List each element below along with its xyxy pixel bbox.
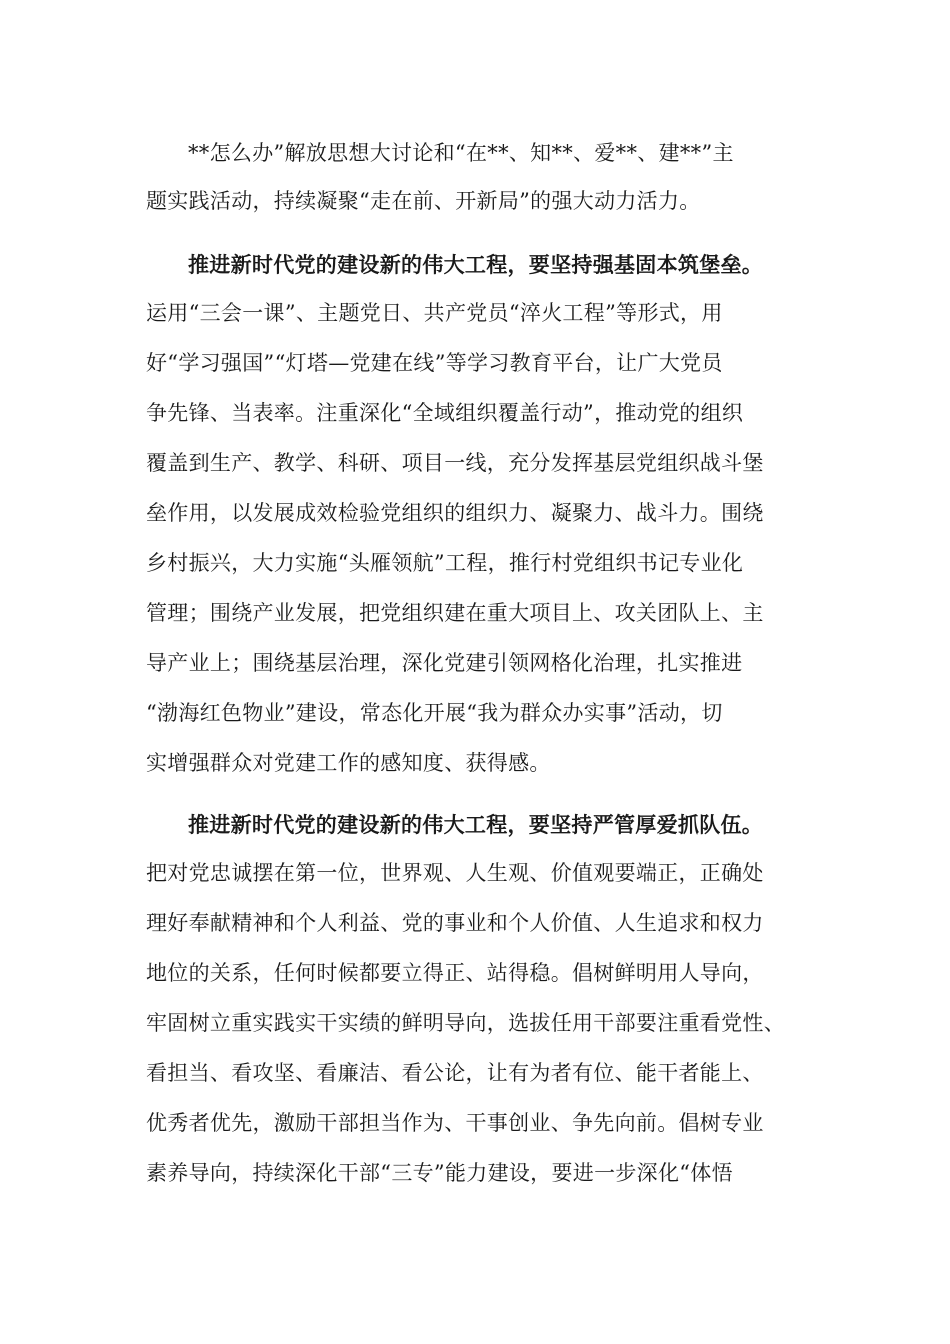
paragraph-3-heading: 推进新时代党的建设新的伟大工程，要坚持严管厚爱抓队伍。 bbox=[188, 812, 764, 837]
paragraph-2-line-3: 争先锋、当表率。注重深化“全域组织覆盖行动”，推动党的组织 bbox=[146, 401, 744, 425]
paragraph-3-line-4: 牢固树立重实践实干实绩的鲜明导向，选拔任用干部要注重看党性、 bbox=[146, 1011, 785, 1035]
paragraph-3-line-3: 地位的关系，任何时候都要立得正、站得稳。倡树鲜明用人导向， bbox=[146, 961, 764, 985]
paragraph-3-line-2: 理好奉献精神和个人利益、党的事业和个人价值、人生追求和权力 bbox=[146, 911, 764, 935]
paragraph-1-line-1: **怎么办”解放思想大讨论和“在**、知**、爱**、建**”主 bbox=[188, 141, 734, 165]
paragraph-2-line-2: 好“学习强国”“灯塔—党建在线”等学习教育平台，让广大党员 bbox=[146, 351, 723, 375]
paragraph-2-heading: 推进新时代党的建设新的伟大工程，要坚持强基固本筑堡垒。 bbox=[188, 252, 764, 277]
paragraph-1-line-2: 题实践活动，持续凝聚“走在前、开新局”的强大动力活力。 bbox=[146, 189, 701, 213]
paragraph-2-line-6: 乡村振兴，大力实施“头雁领航”工程，推行村党组织书记专业化 bbox=[146, 551, 744, 575]
paragraph-3-line-1: 把对党忠诚摆在第一位，世界观、人生观、价值观要端正，正确处 bbox=[146, 861, 764, 885]
paragraph-3-line-6: 优秀者优先，激励干部担当作为、干事创业、争先向前。倡树专业 bbox=[146, 1111, 764, 1135]
paragraph-2-line-7: 管理；围绕产业发展，把党组织建在重大项目上、攻关团队上、主 bbox=[146, 601, 764, 625]
paragraph-2-line-1: 运用“三会一课”、主题党日、共产党员“淬火工程”等形式，用 bbox=[146, 301, 723, 325]
paragraph-2-line-9: “渤海红色物业”建设，常态化开展“我为群众办实事”活动，切 bbox=[146, 701, 723, 725]
paragraph-2-line-8: 导产业上；围绕基层治理，深化党建引领网格化治理，扎实推进 bbox=[146, 651, 743, 675]
paragraph-2-line-4: 覆盖到生产、教学、科研、项目一线，充分发挥基层党组织战斗堡 bbox=[146, 451, 764, 475]
paragraph-3-line-7: 素养导向，持续深化干部“三专”能力建设，要进一步深化“体悟 bbox=[146, 1161, 733, 1185]
paragraph-2-line-5: 垒作用，以发展成效检验党组织的组织力、凝聚力、战斗力。围绕 bbox=[146, 501, 764, 525]
paragraph-3-line-5: 看担当、看攻坚、看廉洁、看公论，让有为者有位、能干者能上、 bbox=[146, 1061, 764, 1085]
paragraph-2-line-10: 实增强群众对党建工作的感知度、获得感。 bbox=[146, 751, 551, 775]
